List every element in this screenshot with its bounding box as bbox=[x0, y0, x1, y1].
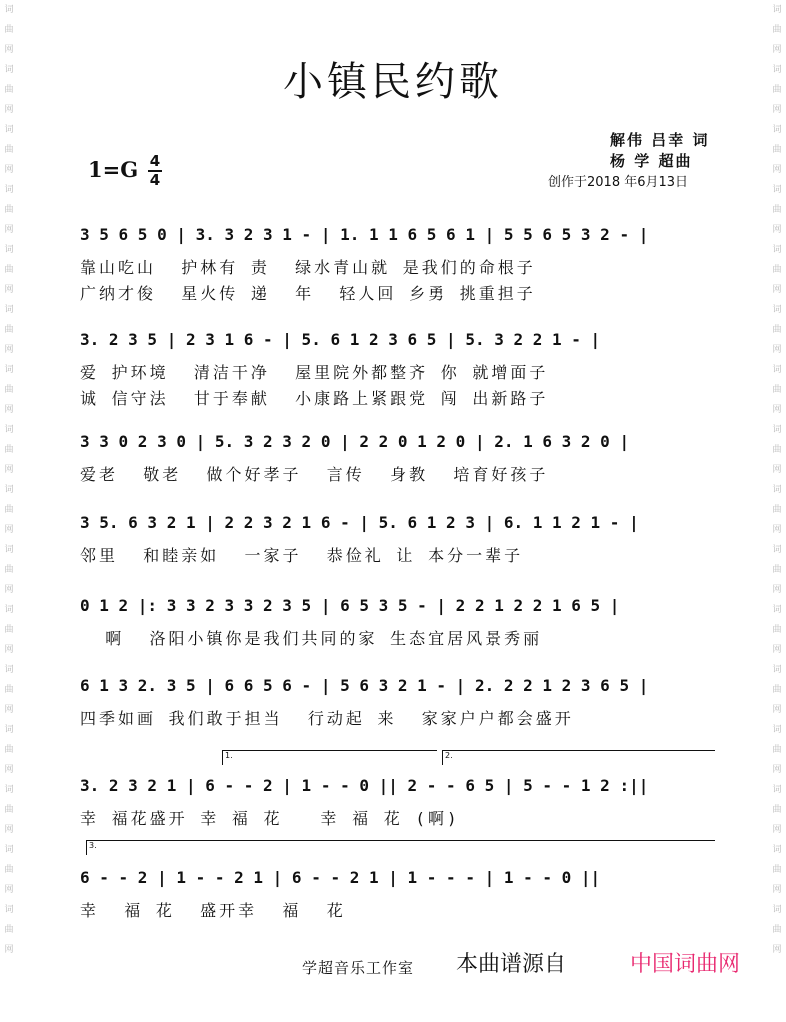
composer: 杨 学 超曲 bbox=[610, 152, 693, 170]
watermark-right: 词曲网词曲网词曲网词曲网词曲网词曲网词曲网词曲网词曲网词曲网词曲网词曲网词曲网词曲网词曲网词曲网 bbox=[772, 5, 782, 955]
volta-3: 3. bbox=[86, 840, 715, 855]
notes: 3. 2 3 2 1 | 6 - - 2 | 1 - - 0 || 2 - - 6 5 | 5 - - 1 2 :|| bbox=[80, 776, 649, 795]
lyric-verse-1: 爱老 敬老 做个好孝子 言传 身教 培育好孩子 bbox=[80, 465, 549, 484]
notes: 6 - - 2 | 1 - - 2 1 | 6 - - 2 1 | 1 - - - | 1 - - 0 || bbox=[80, 868, 601, 887]
notes: 3 5. 6 3 2 1 | 2 2 3 2 1 6 - | 5. 6 1 2 3 | 6. 1 1 2 1 - | bbox=[80, 513, 639, 532]
volta-1: 1. bbox=[222, 750, 437, 765]
lyric-verse-2: 广纳才俊 星火传 递 年 轻人回 乡勇 挑重担子 bbox=[80, 284, 536, 303]
notes: 3 3 0 2 3 0 | 5. 3 2 3 2 0 | 2 2 0 1 2 0 | 2. 1 6 3 2 0 | bbox=[80, 432, 630, 451]
song-title: 小镇民约歌 bbox=[283, 59, 503, 105]
key-signature: 1=G bbox=[88, 157, 139, 182]
source-label: 本曲谱源自 bbox=[456, 952, 567, 977]
lyric-verse-1: 邻里 和睦亲如 一家子 恭俭礼 让 本分一辈子 bbox=[80, 546, 524, 565]
lyric-verse-1: 幸 福 花 盛开幸 福 花 bbox=[80, 901, 346, 920]
lyric-verse-1: 爱 护环境 清洁干净 屋里院外都整齐 你 就增面子 bbox=[80, 363, 549, 382]
notes: 6 1 3 2. 3 5 | 6 6 5 6 - | 5 6 3 2 1 - | 2. 2 2 1 2 3 6 5 | bbox=[80, 676, 649, 695]
volta-2: 2. bbox=[442, 750, 715, 765]
credits bbox=[548, 130, 709, 193]
lyric-verse-1: 靠山吃山 护林有 责 绿水青山就 是我们的命根子 bbox=[80, 258, 536, 277]
date: 创作于2018 年6月13日 bbox=[548, 175, 689, 190]
meter-top: 4 bbox=[149, 152, 161, 170]
lyric-verse-2: 诚 信守法 甘于奉献 小康路上紧跟党 闯 出新路子 bbox=[80, 389, 549, 408]
site-link[interactable]: 中国词曲网 bbox=[630, 952, 741, 977]
notes: 3 5 6 5 0 | 3. 3 2 3 1 - | 1. 1 1 6 5 6 1 | 5 5 6 5 3 2 - | bbox=[80, 225, 649, 244]
watermark-left: 词曲网词曲网词曲网词曲网词曲网词曲网词曲网词曲网词曲网词曲网词曲网词曲网词曲网词曲网词曲网词曲网 bbox=[4, 5, 14, 955]
studio-name: 学超音乐工作室 bbox=[302, 959, 415, 977]
lyric-verse-1: 四季如画 我们敢于担当 行动起 来 家家户户都会盛开 bbox=[80, 709, 574, 728]
notes: 0 1 2 |: 3 3 2 3 3 2 3 5 | 6 5 3 5 - | 2 2 1 2 2 1 6 5 | bbox=[80, 596, 620, 615]
lyric-verse-1: 啊 洛阳小镇你是我们共同的家 生态宜居风景秀丽 bbox=[80, 629, 543, 648]
time-signature bbox=[148, 154, 162, 188]
meter-bottom: 4 bbox=[149, 171, 161, 189]
lyricists: 解伟 吕幸 词 bbox=[610, 131, 710, 149]
notes: 3. 2 3 5 | 2 3 1 6 - | 5. 6 1 2 3 6 5 | 5. 3 2 2 1 - | bbox=[80, 330, 601, 349]
lyric-verse-1: 幸 福花盛开 幸 福 花 幸 福 花 (啊) bbox=[80, 809, 460, 828]
